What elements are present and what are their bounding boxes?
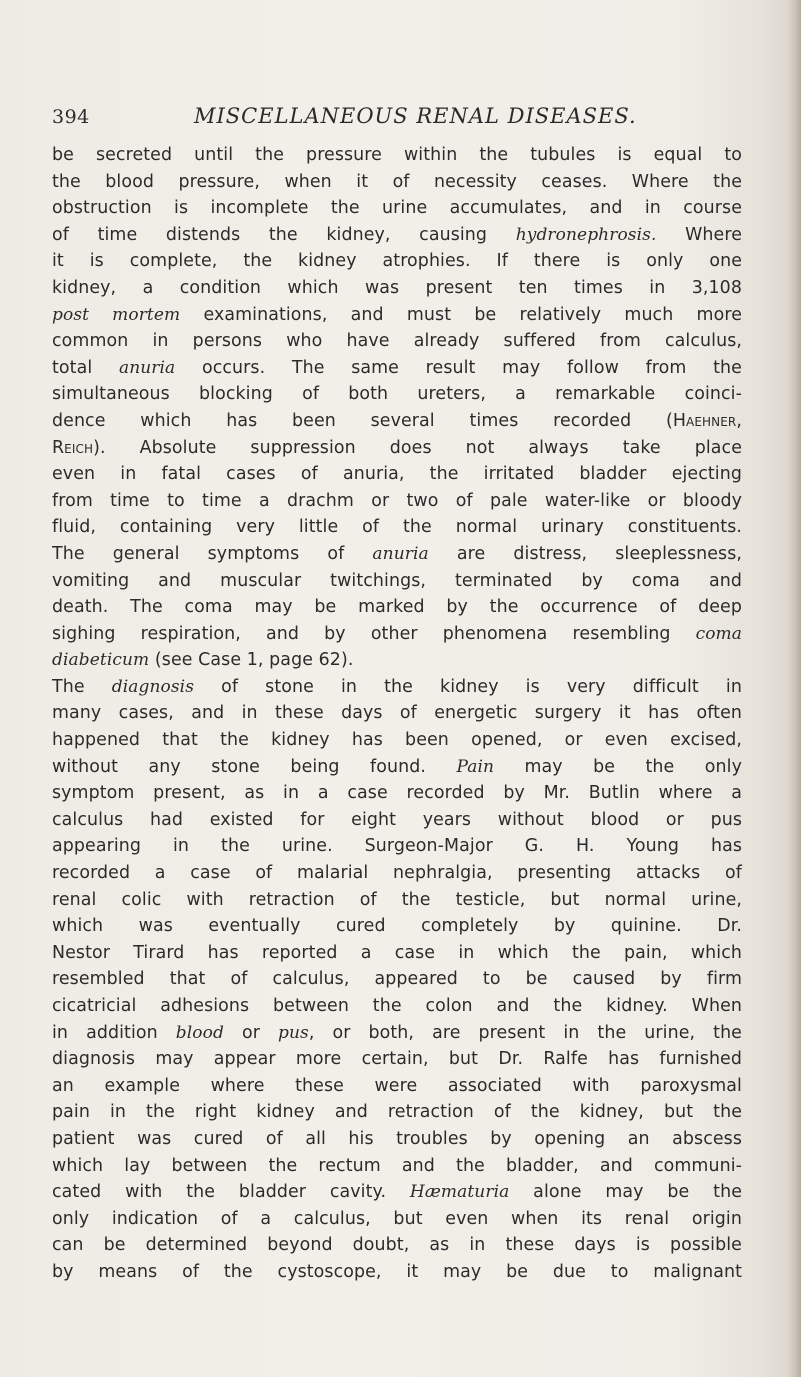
text-line (52, 674, 742, 701)
text-segment: patient was cured of all his troubles by opening an abscess (52, 1128, 742, 1149)
text-line (52, 328, 742, 355)
text-segment: The (52, 676, 112, 697)
text-segment: fluid, containing very little of the normal urinary constituents. (52, 517, 742, 538)
text-segment: many cases, and in these days of energetic surgery it has often (52, 703, 742, 724)
text-line (52, 222, 742, 249)
italic-term: hydronephrosis. (515, 224, 657, 245)
text-segment: dence which has been several times recorded ( (52, 410, 673, 431)
text-segment: by means of the cystoscope, it may be due to malignant (52, 1261, 742, 1282)
text-line (52, 1179, 742, 1206)
italic-term: diagnosis (111, 676, 195, 697)
text-segment: ). Absolute suppression does not always take place (93, 437, 742, 458)
text-segment: vomiting and muscular twitchings, terminated by coma and (52, 570, 742, 591)
page-number: 394 (52, 106, 90, 128)
page-edge-shadow (787, 0, 801, 1377)
text-segment: cated with the bladder cavity. (52, 1182, 410, 1203)
body-text (52, 142, 742, 1286)
text-segment: the blood pressure, when it of necessity ceases. Where the (52, 171, 742, 192)
text-segment: may be the only (494, 756, 742, 777)
text-line (52, 993, 742, 1020)
text-line (52, 408, 742, 435)
text-segment: simultaneous blocking of both ureters, a remarkable coinci- (52, 384, 742, 405)
text-line (52, 142, 742, 169)
text-line (52, 541, 742, 568)
italic-term: coma (695, 623, 742, 644)
text-line (52, 966, 742, 993)
text-line (52, 887, 742, 914)
text-segment: occurs. The same result may follow from the (175, 357, 742, 378)
text-segment: , or both, are present in the urine, the (308, 1022, 742, 1043)
text-line (52, 461, 742, 488)
text-segment: kidney, a condition which was present ten times in 3,108 (52, 277, 742, 298)
text-line (52, 248, 742, 275)
italic-term: Pain (456, 756, 495, 777)
text-segment: calculus had existed for eight years without blood or pus (52, 809, 742, 830)
text-segment: death. The coma may be marked by the occurrence of deep (52, 597, 742, 618)
text-line (52, 1020, 742, 1047)
text-segment: in addition (52, 1022, 176, 1043)
text-line (52, 807, 742, 834)
text-segment: even in fatal cases of anuria, the irritated bladder ejecting (52, 464, 742, 485)
text-line (52, 913, 742, 940)
text-segment: an example where these were associated with paroxysmal (52, 1075, 742, 1096)
text-line (52, 169, 742, 196)
text-line (52, 1232, 742, 1259)
text-segment: examinations, and must be relatively much more (180, 304, 742, 325)
text-segment: Where (656, 224, 742, 245)
text-line (52, 1099, 742, 1126)
text-line (52, 940, 742, 967)
italic-term: post mortem (52, 304, 181, 325)
text-line (52, 275, 742, 302)
page-header (52, 102, 742, 136)
text-segment: recorded a case of malarial nephralgia, presenting attacks of (52, 863, 742, 884)
text-line (52, 1046, 742, 1073)
text-line (52, 488, 742, 515)
text-line (52, 780, 742, 807)
text-line (52, 1259, 742, 1286)
text-segment: can be determined beyond doubt, as in these days is possible (52, 1235, 742, 1256)
text-segment: The general symptoms of (52, 543, 373, 564)
text-segment: which lay between the rectum and the bladder, and communi- (52, 1155, 742, 1176)
text-segment: , (736, 410, 742, 431)
text-line (52, 1153, 742, 1180)
italic-term: diabeticum (52, 650, 150, 671)
text-line (52, 195, 742, 222)
italic-term: pus (277, 1022, 309, 1043)
text-segment: sighing respiration, and by other phenomena resembling (52, 623, 696, 644)
text-segment: happened that the kidney has been opened, or even excised, (52, 730, 742, 751)
text-segment: or (223, 1022, 278, 1043)
text-line (52, 727, 742, 754)
text-segment: common in persons who have already suffered from calculus, (52, 331, 742, 352)
text-line (52, 621, 742, 648)
text-segment: which was eventually cured completely by quinine. Dr. (52, 916, 742, 937)
text-line (52, 381, 742, 408)
italic-term: blood (175, 1022, 224, 1043)
text-line (52, 860, 742, 887)
text-line (52, 1206, 742, 1233)
italic-term: anuria (118, 357, 176, 378)
italic-term: Hæmaturia (409, 1182, 510, 1203)
text-line (52, 435, 742, 462)
text-segment: (see Case 1, page 62). (149, 650, 354, 671)
text-segment: diagnosis may appear more certain, but Dr. Ralfe has furnished (52, 1049, 742, 1070)
text-line (52, 1073, 742, 1100)
text-line (52, 754, 742, 781)
text-line (52, 700, 742, 727)
text-segment: alone may be the (509, 1182, 742, 1203)
small-caps-name: Haehner (672, 410, 737, 431)
text-line (52, 833, 742, 860)
text-segment: appearing in the urine. Surgeon-Major G. H. Young has (52, 836, 742, 857)
text-line (52, 355, 742, 382)
italic-term: anuria (372, 543, 429, 564)
text-segment: resembled that of calculus, appeared to be caused by firm (52, 969, 742, 990)
text-segment: from time to time a drachm or two of pale water-like or bloody (52, 490, 742, 511)
text-line (52, 302, 742, 329)
text-line (52, 647, 742, 674)
text-line (52, 594, 742, 621)
text-line (52, 568, 742, 595)
running-head: MISCELLANEOUS RENAL DISEASES. (194, 104, 637, 128)
text-segment: cicatricial adhesions between the colon and the kidney. When (52, 996, 742, 1016)
small-caps-name: Reich (52, 437, 94, 458)
text-segment: only indication of a calculus, but even when its renal origin (52, 1208, 742, 1229)
text-segment: of time distends the kidney, causing (52, 224, 516, 245)
text-segment: renal colic with retraction of the testicle, but normal urine, (52, 889, 742, 910)
text-segment: be secreted until the pressure within the tubules is equal to (52, 145, 742, 165)
text-segment: pain in the right kidney and retraction of the kidney, but the (52, 1102, 742, 1123)
text-line (52, 514, 742, 541)
text-segment: symptom present, as in a case recorded by Mr. Butlin where a (52, 783, 742, 804)
text-segment: of stone in the kidney is very difficult in (194, 676, 742, 697)
text-line (52, 1126, 742, 1153)
text-segment: Nestor Tirard has reported a case in which the pain, which (52, 942, 742, 963)
text-segment: total (52, 357, 119, 378)
text-segment: obstruction is incomplete the urine accumulates, and in course (52, 198, 742, 219)
text-segment: it is complete, the kidney atrophies. If there is only one (52, 251, 742, 272)
text-segment: are distress, sleeplessness, (428, 543, 742, 564)
text-segment: without any stone being found. (52, 756, 457, 777)
